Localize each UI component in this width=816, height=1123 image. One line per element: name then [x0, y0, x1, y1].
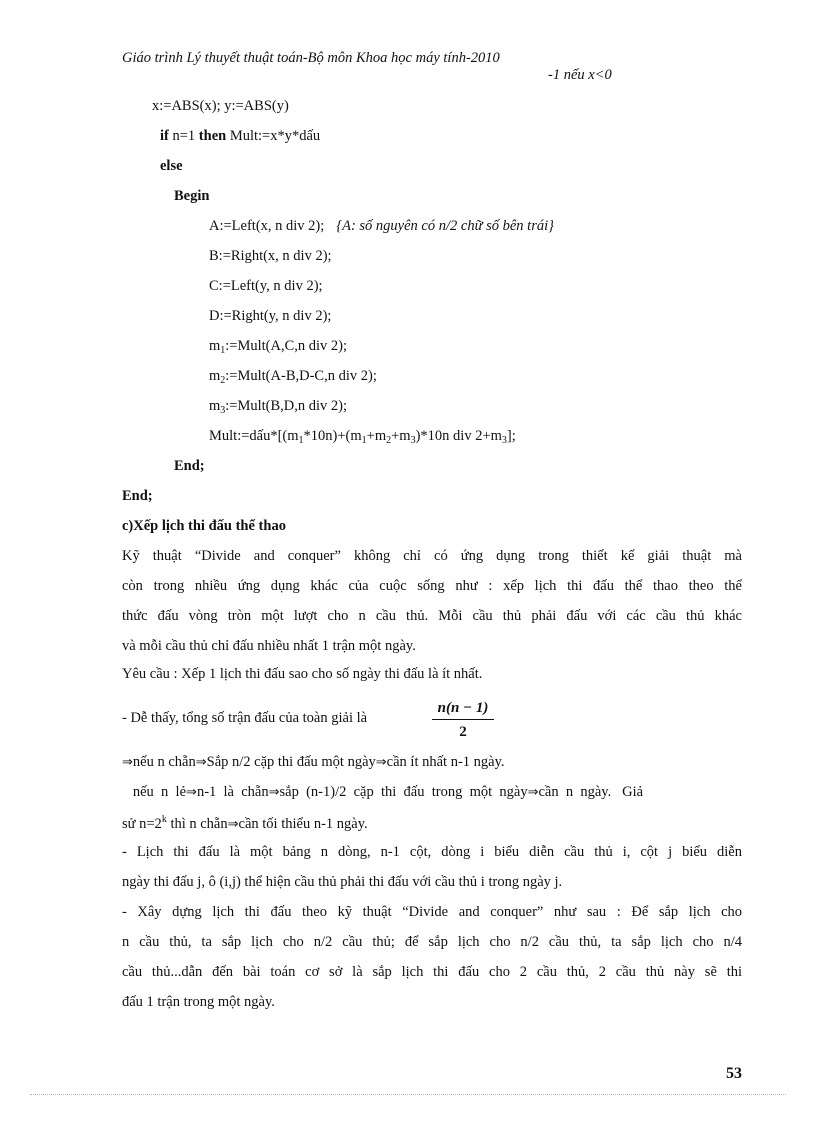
keyword-end-inner: End;	[174, 458, 205, 474]
paragraph-line: đấu 1 trận trong một ngày.	[122, 994, 275, 1010]
code-line-m2	[209, 368, 377, 385]
mult-part: *10n)+(m	[303, 428, 362, 444]
code-line-a	[209, 218, 554, 235]
superscript-k: k	[161, 814, 167, 825]
paragraph-line: n cầu thủ, ta sắp lịch cho n/2 cầu thủ; để sắp lịch cho n/2 cầu thủ, ta sắp lịch cho n/4	[122, 934, 742, 950]
page-number: 53	[726, 1065, 742, 1082]
text-segment: nếu n chẵn	[132, 754, 196, 770]
implies-arrow-icon: ⇒	[527, 785, 539, 800]
code-line-mult	[209, 428, 516, 445]
mult-part: +m	[391, 428, 411, 444]
text-segment: n-1 là chẵn	[196, 784, 269, 800]
m1-sub: 1	[220, 345, 226, 356]
mult-part: +m	[366, 428, 387, 444]
paragraph-line: còn trong nhiều ứng dụng khác của cuộc sống như : xếp lịch thi đấu thể thao theo thể	[122, 578, 742, 594]
m2-var: m	[209, 368, 221, 384]
keyword-if: if	[160, 128, 169, 144]
implies-arrow-icon: ⇒	[122, 755, 133, 770]
implies-arrow-icon: ⇒	[227, 816, 239, 832]
keyword-end-outer: End;	[122, 488, 153, 504]
m2-sub: 2	[220, 375, 226, 386]
paragraph-line: cầu thủ...dẫn đến bài toán cơ sở là sắp lịch thi đấu cho 2 cầu thủ, 2 cầu thủ này sẽ thi	[122, 964, 742, 980]
keyword-else: else	[160, 158, 183, 174]
fraction-denominator: 2	[459, 724, 467, 740]
paragraph-line: thức đấu vòng tròn một lượt cho n cầu thủ. Mỗi cầu thủ phải đấu với các cầu thủ khác	[122, 608, 742, 624]
mult-part: )*10n div 2+m	[415, 428, 502, 444]
text-segment: cần ít nhất n-1 ngày.	[386, 754, 505, 770]
code-line-b: B:=Right(x, n div 2);	[209, 248, 332, 264]
mult-sub: 1	[298, 435, 304, 446]
code-line-m3	[209, 398, 347, 415]
m2-expr: :=Mult(A-B,D-C,n div 2);	[225, 368, 377, 384]
implies-arrow-icon: ⇒	[375, 755, 387, 770]
paragraph-schedule-table	[122, 837, 742, 897]
mult-part: Mult:=dấu*[(m	[209, 428, 299, 444]
code-line-abs: x:=ABS(x); y:=ABS(y)	[152, 98, 289, 114]
m3-var: m	[209, 398, 221, 414]
page-header-title: Giáo trình Lý thuyết thuật toán-Bộ môn Khoa học máy tính-2010	[122, 50, 500, 66]
mult-sub: 3	[410, 435, 416, 446]
text-segment: cần tối thiểu n-1 ngày.	[238, 815, 368, 832]
code-line-d: D:=Right(y, n div 2);	[209, 308, 332, 324]
fraction-formula	[432, 700, 494, 741]
section-heading: c)Xếp lịch thi đấu thể thao	[122, 518, 286, 534]
keyword-begin: Begin	[174, 188, 210, 204]
paragraph-odd-case	[122, 784, 742, 801]
paragraph-line: ngày thi đấu j, ô (i,j) thể hiện cầu thủ phải thi đấu với cầu thủ i trong ngày j.	[122, 874, 563, 890]
text-segment: sắp (n-1)/2 cặp thi đấu trong một ngày	[279, 784, 528, 800]
paragraph-total-matches: - Dễ thấy, tổng số trận đấu của toàn giải là	[122, 710, 368, 726]
m3-sub: 3	[220, 405, 226, 416]
paragraph-line: Kỹ thuật “Divide and conquer” không chỉ có ứng dụng trong thiết kế giải thuật mà	[122, 548, 742, 564]
paragraph-even-case	[122, 754, 505, 771]
text-segment: thì n chẵn	[166, 815, 228, 832]
paragraph-line: - Xây dựng lịch thi đấu theo kỹ thuật “Divide and conquer” như sau : Để sắp lịch cho	[122, 904, 742, 920]
keyword-then: then	[198, 128, 227, 144]
code-line-c: C:=Left(y, n div 2);	[209, 278, 323, 294]
paragraph-power-of-two	[122, 814, 368, 833]
m3-expr: :=Mult(B,D,n div 2);	[225, 398, 348, 414]
mult-sub: 3	[501, 435, 507, 446]
code-line-m1	[209, 338, 347, 355]
mult-part: ];	[506, 428, 516, 444]
mult-sub: 1	[361, 435, 367, 446]
paragraph-intro	[122, 541, 742, 661]
paragraph-requirement: Yêu cầu : Xếp 1 lịch thi đấu sao cho số ngày thi đấu là ít nhất.	[122, 666, 483, 682]
text-segment: nếu n lẻ	[122, 784, 187, 800]
implies-arrow-icon: ⇒	[195, 755, 207, 770]
text-segment: Sắp n/2 cặp thi đấu một ngày	[206, 754, 376, 770]
m1-var: m	[209, 338, 221, 354]
paragraph-line: và mỗi cầu thủ chỉ đấu nhiều nhất 1 trận một ngày.	[122, 638, 416, 654]
fraction-numerator: n(n − 1)	[432, 700, 494, 720]
then-statement: Mult:=x*y*dấu	[226, 128, 321, 144]
implies-arrow-icon: ⇒	[268, 785, 280, 800]
implies-arrow-icon: ⇒	[186, 785, 197, 800]
header-note: -1 nếu x<0	[548, 67, 612, 83]
mult-sub: 2	[386, 435, 392, 446]
code-line-if	[160, 128, 320, 145]
text-segment: sử n=2	[122, 815, 162, 832]
text-segment: cần n ngày. Giả	[538, 784, 644, 800]
if-condition: n=1	[168, 128, 199, 144]
paragraph-line: - Lịch thi đấu là một bảng n dòng, n-1 cột, dòng i biểu diễn cầu thủ i, cột j biểu diễn	[122, 844, 742, 860]
footer-divider	[30, 1094, 786, 1095]
comment-a: {A: số nguyên có n/2 chữ số bên trái}	[336, 218, 554, 234]
m1-expr: :=Mult(A,C,n div 2);	[225, 338, 348, 354]
paragraph-divide-conquer	[122, 897, 742, 1017]
statement-a: A:=Left(x, n div 2);	[209, 218, 325, 234]
